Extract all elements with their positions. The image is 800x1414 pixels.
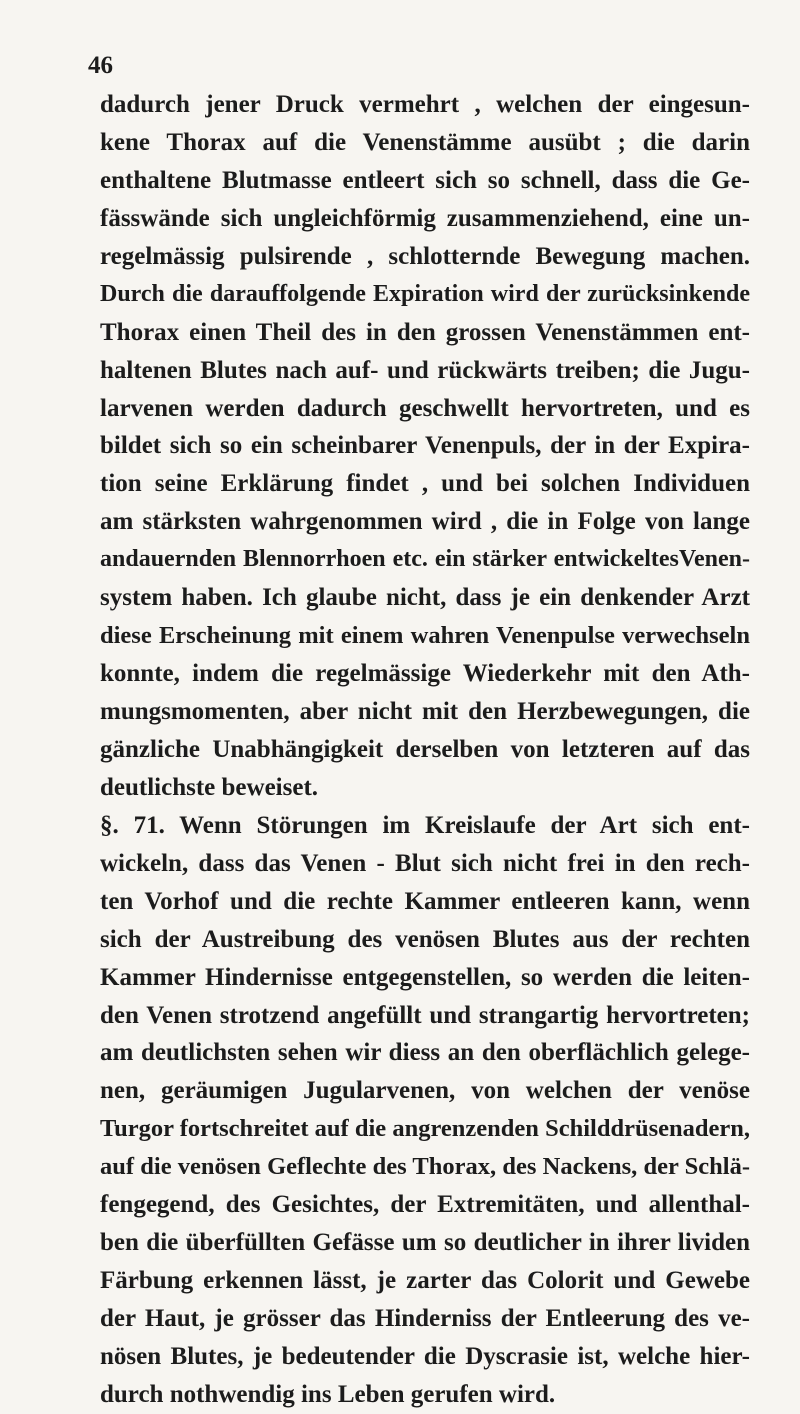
text-line: deutlichste beweiset. [100, 773, 319, 801]
body-text [100, 86, 750, 1414]
page-number: 46 [88, 52, 113, 79]
text-line: enthaltene Blutmasse entleert sich so schnell, dass die Ge- [100, 166, 750, 194]
text-line: durch nothwendig ins Leben gerufen wird. [100, 1380, 556, 1408]
text-line: wickeln, dass das Venen - Blut sich nicht frei in den rech- [100, 849, 750, 877]
text-line: dadurch jener Druck vermehrt , welchen der eingesun- [100, 91, 750, 118]
text-line: Färbung erkennen lässt, je zarter das Colorit und Gewebe [100, 1267, 750, 1295]
text-line: nösen Blutes, je bedeutender die Dyscrasie ist, welche hier- [100, 1342, 750, 1370]
text-line: diese Erscheinung mit einem wahren Venenpulse verwechseln [100, 622, 750, 650]
text-line: Durch die darauffolgende Expiration wird der zurücksinkende [100, 280, 750, 307]
text-line: den Venen strotzend angefüllt und strangartig hervortreten; [100, 1001, 750, 1029]
text-line: Turgor fortschreitet auf die angrenzenden Schilddrüsenadern, [100, 1115, 750, 1143]
text-line: ben die überfüllten Gefässe um so deutlicher in ihrer lividen [100, 1229, 750, 1257]
text-line: der Haut, je grösser das Hinderniss der Entleerung des ve- [100, 1305, 750, 1332]
text-line: Thorax einen Theil des in den grossen Venenstämmen ent- [100, 318, 750, 346]
text-line: fengegend, des Gesichtes, der Extremitäten, und allenthal- [100, 1191, 750, 1219]
text-line: mungsmomenten, aber nicht mit den Herzbewegungen, die [100, 698, 750, 725]
text-line: andauernden Blennorrhoen etc. ein stärker entwickeltesVenen- [100, 546, 750, 573]
text-line: am stärksten wahrgenommen wird , die in Folge von lange [100, 508, 750, 536]
text-line: gänzliche Unabhängigkeit derselben von letzteren auf das [100, 735, 750, 763]
text-line: ten Vorhof und die rechte Kammer entleeren kann, wenn [100, 887, 750, 915]
text-line: am deutlichsten sehen wir diess an den oberflächlich gelege- [100, 1039, 750, 1067]
text-line: bildet sich so ein scheinbarer Venenpuls, der in der Expira- [100, 432, 750, 460]
text-line: haltenen Blutes nach auf- und rückwärts treiben; die Jugu- [100, 356, 750, 384]
text-line: tion seine Erklärung findet , und bei solchen Individuen [100, 470, 750, 498]
text-line: nen, geräumigen Jugularvenen, von welchen der venöse [100, 1077, 750, 1105]
text-line: auf die venösen Geflechte des Thorax, des Nackens, der Schlä- [100, 1153, 750, 1181]
text-line: system haben. Ich glaube nicht, dass je ein denkender Arzt [100, 584, 750, 612]
text-line: §. 71. Wenn Störungen im Kreislaufe der Art sich ent- [100, 811, 750, 839]
text-line: kene Thorax auf die Venenstämme ausübt ; die darin [100, 128, 750, 156]
text-line: larvenen werden dadurch geschwellt hervortreten, und es [100, 394, 750, 422]
text-line: Kammer Hindernisse entgegenstellen, so werden die leiten- [100, 963, 750, 991]
text-line: konnte, indem die regelmässige Wiederkehr mit den Ath- [100, 660, 750, 688]
text-line: sich der Austreibung des venösen Blutes aus der rechten [100, 925, 750, 953]
text-line: regelmässig pulsirende , schlotternde Bewegung machen. [100, 242, 750, 270]
text-line: fässwände sich ungleichförmig zusammenziehend, eine un- [100, 204, 750, 232]
